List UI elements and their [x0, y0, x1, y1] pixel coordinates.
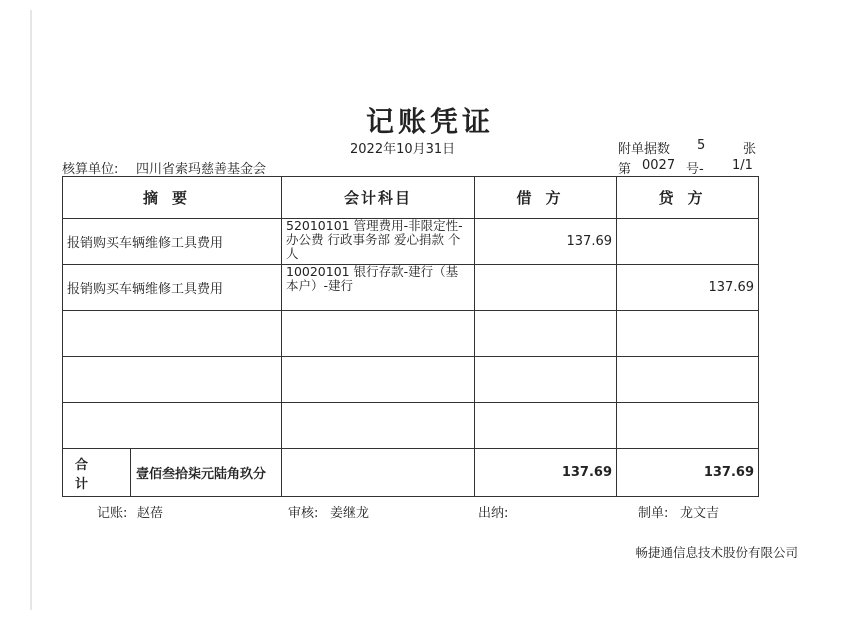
- attachments-count: 5: [697, 138, 706, 153]
- entry-account: [282, 357, 475, 403]
- entry-credit: 137.69: [617, 265, 759, 311]
- preparer-label: 制单:: [638, 506, 669, 521]
- attachments-label: 附单据数: [618, 142, 671, 157]
- total-amount-words: 壹佰叁拾柒元陆角玖分: [136, 467, 267, 482]
- entry-credit: [617, 219, 759, 265]
- total-label: 合计: [63, 449, 131, 496]
- bookkeeper-label: 记账:: [97, 506, 128, 521]
- table-row: [63, 219, 759, 265]
- bookkeeper-name: 赵蓓: [137, 506, 164, 521]
- entry-debit: [475, 311, 617, 357]
- column-header-account: 会计科目: [282, 177, 475, 219]
- voucher-page: 1/1: [732, 158, 753, 173]
- entry-account: 52010101 管理费用-非限定性-办公费 行政事务部 爱心捐款 个人: [282, 219, 475, 265]
- voucher-no-suffix: 号-: [686, 162, 704, 177]
- column-header-credit: 贷方: [617, 177, 759, 219]
- voucher-number: 0027: [642, 158, 676, 173]
- total-credit: 137.69: [617, 449, 759, 497]
- entry-debit: [475, 403, 617, 449]
- voucher-title: 记账凭证: [365, 105, 494, 138]
- table-row: [63, 357, 759, 403]
- cashier-label: 出纳:: [478, 506, 509, 521]
- table-row: [63, 311, 759, 357]
- entry-summary: 报销购买车辆维修工具费用: [63, 265, 282, 311]
- entry-debit: [475, 357, 617, 403]
- total-debit: 137.69: [475, 449, 617, 497]
- total-row: [63, 449, 759, 497]
- entry-summary: [63, 357, 282, 403]
- preparer-name: 龙文吉: [680, 506, 720, 521]
- column-header-summary: 摘要: [63, 177, 282, 219]
- total-cell: [63, 449, 282, 497]
- attachments-unit: 张: [743, 142, 757, 157]
- entry-account: [282, 311, 475, 357]
- total-spacer: [282, 449, 475, 497]
- accounting-unit-value: 四川省索玛慈善基金会: [136, 162, 267, 177]
- entry-debit: [475, 265, 617, 311]
- entry-summary: 报销购买车辆维修工具费用: [63, 219, 282, 265]
- entry-summary: [63, 311, 282, 357]
- column-header-debit: 借方: [475, 177, 617, 219]
- entry-account: 10020101 银行存款-建行（基本户）-建行: [282, 265, 475, 311]
- entry-account: [282, 403, 475, 449]
- reviewer-name: 姜继龙: [330, 506, 370, 521]
- voucher-table: [62, 176, 759, 497]
- table-header-row: [63, 177, 759, 219]
- software-company: 畅捷通信息技术股份有限公司: [635, 545, 798, 560]
- entry-credit: [617, 311, 759, 357]
- voucher-date: 2022年10月31日: [350, 142, 456, 157]
- entry-credit: [617, 403, 759, 449]
- reviewer-label: 审核:: [288, 506, 319, 521]
- table-row: [63, 265, 759, 311]
- entry-debit: 137.69: [475, 219, 617, 265]
- voucher-no-prefix: 第: [618, 162, 632, 177]
- accounting-unit-label: 核算单位:: [62, 162, 119, 177]
- table-row: [63, 403, 759, 449]
- entry-summary: [63, 403, 282, 449]
- entry-credit: [617, 357, 759, 403]
